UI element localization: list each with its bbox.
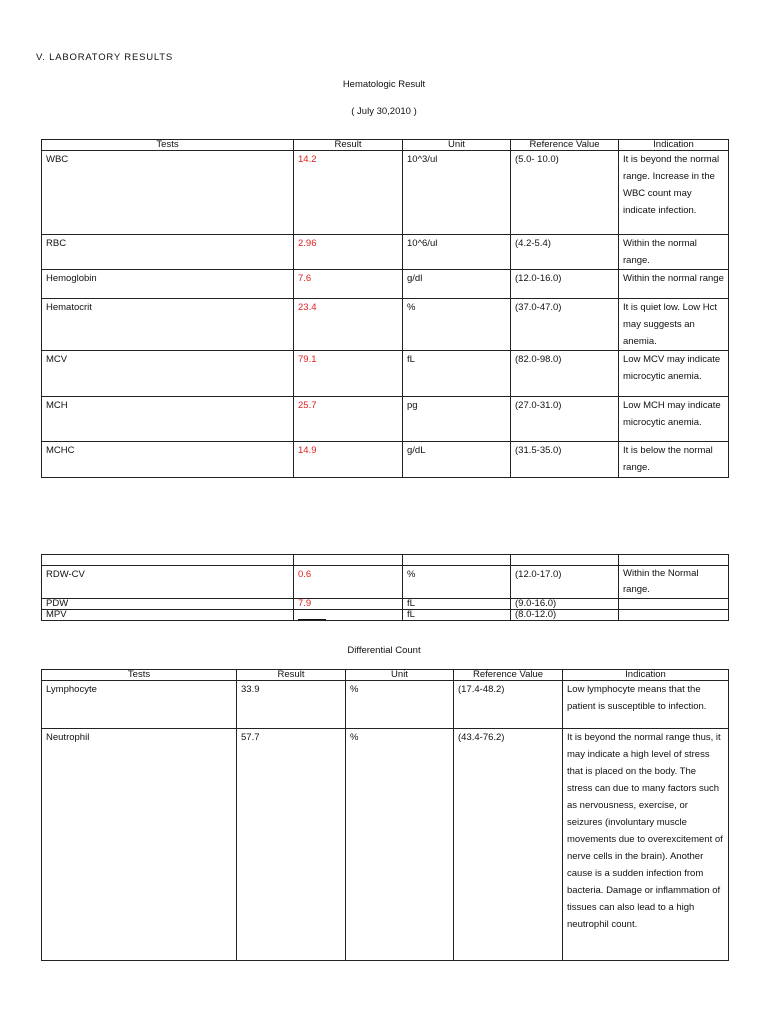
- test-result: 2.96: [294, 235, 403, 270]
- test-name: MCV: [42, 351, 294, 397]
- test-name: PDW: [42, 599, 294, 610]
- col-header-reference: Reference Value: [454, 670, 563, 681]
- col-header-result: Result: [237, 670, 346, 681]
- table-header-row: [42, 555, 729, 566]
- blank-result-line: [298, 611, 326, 620]
- table-header-row: [42, 140, 729, 151]
- test-reference: (37.0-47.0): [511, 299, 619, 351]
- report-date: ( July 30,2010 ): [351, 106, 417, 117]
- table-row: [42, 442, 729, 478]
- table-row: [42, 599, 729, 610]
- test-unit: g/dL: [403, 442, 511, 478]
- test-indication: [619, 610, 729, 621]
- test-indication: Within the normal range: [619, 270, 729, 299]
- col-header-tests: Tests: [42, 140, 294, 151]
- test-reference: (9.0-16.0): [511, 599, 619, 610]
- test-result: 0.6: [294, 566, 403, 599]
- test-name: Hemoglobin: [42, 270, 294, 299]
- test-indication: It is below the normal range.: [619, 442, 729, 478]
- col-header-indication: Indication: [619, 140, 729, 151]
- empty-header-cell: [403, 555, 511, 566]
- test-result: 57.7: [237, 729, 346, 961]
- differential-table: [41, 669, 729, 961]
- test-indication: Within the normal range.: [619, 235, 729, 270]
- empty-header-cell: [619, 555, 729, 566]
- test-reference: (8.0-12.0): [511, 610, 619, 621]
- test-indication: It is beyond the normal range. Increase in the WBC count may indicate infection.: [619, 151, 729, 235]
- test-name: RDW-CV: [42, 566, 294, 599]
- test-reference: (12.0-17.0): [511, 566, 619, 599]
- table-header-row: [42, 670, 729, 681]
- differential-title: Differential Count: [347, 645, 421, 656]
- hematologic-table: [41, 139, 729, 478]
- test-result: 7.6: [294, 270, 403, 299]
- test-unit: 10^3/ul: [403, 151, 511, 235]
- test-indication: Low MCH may indicate microcytic anemia.: [619, 397, 729, 442]
- test-indication: It is beyond the normal range thus, it may indicate a high level of stress that is placed on the body. The stress can due to many factors such as nervousness, exercise, or seizures (involuntary muscle movements due to overexcitement of nerve cells in the brain). Another cause is a sudden infection from bacteria. Damage or inflammation of tissues can also lead to a high neutrophil count.: [563, 729, 729, 961]
- test-unit: fL: [403, 610, 511, 621]
- table-row: [42, 397, 729, 442]
- test-unit: fL: [403, 351, 511, 397]
- section-title: V. LABORATORY RESULTS: [36, 52, 174, 63]
- table-row: [42, 235, 729, 270]
- test-result: 14.2: [294, 151, 403, 235]
- test-result: 14.9: [294, 442, 403, 478]
- test-result: [294, 610, 403, 621]
- col-header-unit: Unit: [403, 140, 511, 151]
- test-name: MCH: [42, 397, 294, 442]
- test-result: 25.7: [294, 397, 403, 442]
- table-row: [42, 270, 729, 299]
- empty-header-cell: [511, 555, 619, 566]
- test-reference: (43.4-76.2): [454, 729, 563, 961]
- table-row: [42, 299, 729, 351]
- test-reference: (5.0- 10.0): [511, 151, 619, 235]
- test-indication: [619, 599, 729, 610]
- test-reference: (31.5-35.0): [511, 442, 619, 478]
- table-row: [42, 610, 729, 621]
- test-reference: (17.4-48.2): [454, 681, 563, 729]
- test-unit: fL: [403, 599, 511, 610]
- test-name: Lymphocyte: [42, 681, 237, 729]
- table-row: [42, 681, 729, 729]
- test-indication: Within the Normal range.: [619, 566, 729, 599]
- table-row: [42, 351, 729, 397]
- test-name: RBC: [42, 235, 294, 270]
- test-name: Neutrophil: [42, 729, 237, 961]
- test-unit: %: [346, 681, 454, 729]
- col-header-tests: Tests: [42, 670, 237, 681]
- test-unit: g/dl: [403, 270, 511, 299]
- test-name: WBC: [42, 151, 294, 235]
- test-indication: Low MCV may indicate microcytic anemia.: [619, 351, 729, 397]
- test-unit: %: [403, 566, 511, 599]
- test-reference: (12.0-16.0): [511, 270, 619, 299]
- table-row: [42, 151, 729, 235]
- test-indication: Low lymphocyte means that the patient is susceptible to infection.: [563, 681, 729, 729]
- col-header-unit: Unit: [346, 670, 454, 681]
- col-header-reference: Reference Value: [511, 140, 619, 151]
- test-name: Hematocrit: [42, 299, 294, 351]
- test-reference: (27.0-31.0): [511, 397, 619, 442]
- col-header-indication: Indication: [563, 670, 729, 681]
- table-row: [42, 729, 729, 961]
- hematologic-title: Hematologic Result: [342, 79, 426, 90]
- hematologic-continuation-table: [41, 554, 729, 621]
- test-result: 7.9: [294, 599, 403, 610]
- test-reference: (82.0-98.0): [511, 351, 619, 397]
- empty-header-cell: [294, 555, 403, 566]
- col-header-result: Result: [294, 140, 403, 151]
- test-reference: (4.2-5.4): [511, 235, 619, 270]
- test-unit: 10^6/ul: [403, 235, 511, 270]
- empty-header-cell: [42, 555, 294, 566]
- test-result: 79.1: [294, 351, 403, 397]
- table-row: [42, 566, 729, 599]
- test-result: 33.9: [237, 681, 346, 729]
- test-result: 23.4: [294, 299, 403, 351]
- test-unit: %: [346, 729, 454, 961]
- test-indication: It is quiet low. Low Hct may suggests an anemia.: [619, 299, 729, 351]
- test-name: MCHC: [42, 442, 294, 478]
- test-unit: pg: [403, 397, 511, 442]
- test-name: MPV: [42, 610, 294, 621]
- test-unit: %: [403, 299, 511, 351]
